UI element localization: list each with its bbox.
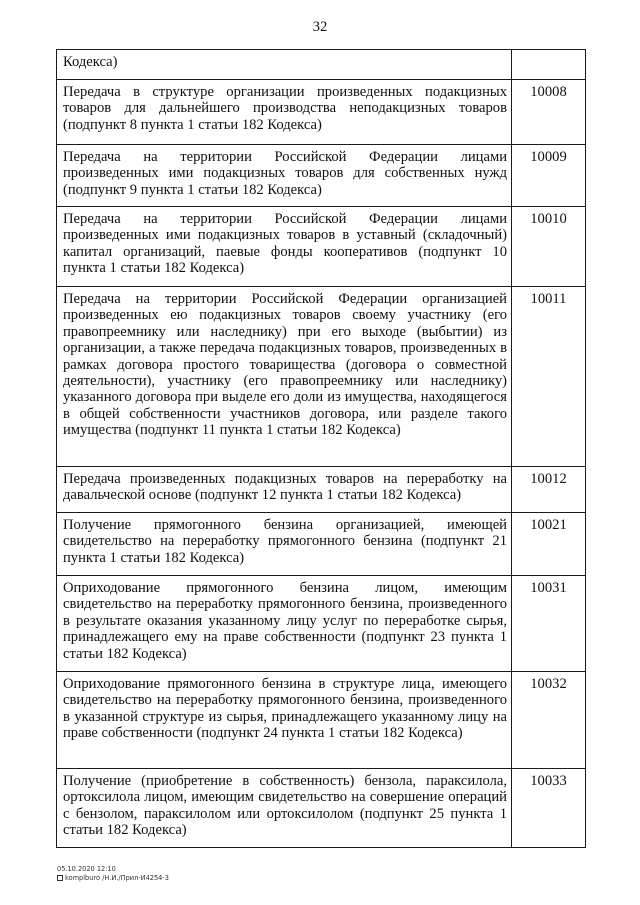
page-number: 32	[312, 19, 328, 35]
table-row	[57, 207, 586, 287]
operations-table	[56, 49, 586, 848]
operation-description: Оприходование прямогонного бензина в структуре лица, имеющего свидетельство на переработку прямогонного бензина, произведенного в указанной структуре из сырья, принадлежащего указанному лицу на праве собственности (подпункт 24 пункта 1 статьи 182 Кодекса)	[57, 672, 512, 769]
operation-description: Оприходование прямогонного бензина лицом, имеющим свидетельство на переработку прямогонного бензина, произведенного в результате оказания указанному лицу услуг по переработке сырья, принадлежащего ему на праве собственности (подпункт 23 пункта 1 статьи 182 Кодекса)	[57, 576, 512, 672]
operation-code: 10010	[512, 207, 586, 287]
operation-description: Передача произведенных подакцизных товаров на переработку на давальческой основе (подпункт 12 пункта 1 статьи 182 Кодекса)	[57, 467, 512, 513]
operation-code: 10008	[512, 80, 586, 145]
document-icon	[57, 875, 63, 881]
operation-code: 10012	[512, 467, 586, 513]
operation-code	[512, 50, 586, 80]
table-row	[57, 769, 586, 848]
table-row	[57, 513, 586, 576]
table-row	[57, 145, 586, 207]
table-row	[57, 287, 586, 467]
table-row	[57, 80, 586, 145]
document-footer	[57, 865, 169, 883]
operation-description: Передача на территории Российской Федерации лицами произведенных ими подакцизных товаров в уставный (складочный) капитал организаций, паевые фонды кооперативов (подпункт 10 пункта 1 статьи 182 Кодекса)	[57, 207, 512, 287]
operation-description: Получение (приобретение в собственность) бензола, параксилола, ортоксилола лицом, имеющим свидетельство на совершение операций с бензолом, параксилолом или ортоксилолом (подпункт 25 пункта 1 статьи 182 Кодекса)	[57, 769, 512, 848]
footer-file-line	[57, 874, 169, 883]
operation-code: 10032	[512, 672, 586, 769]
table-row	[57, 467, 586, 513]
operation-code: 10033	[512, 769, 586, 848]
operation-description: Получение прямогонного бензина организацией, имеющей свидетельство на переработку прямогонного бензина (подпункт 21 пункта 1 статьи 182 Кодекса)	[57, 513, 512, 576]
operation-description: Передача на территории Российской Федерации лицами произведенных ими подакцизных товаров для собственных нужд (подпункт 9 пункта 1 статьи 182 Кодекса)	[57, 145, 512, 207]
operation-description: Кодекса)	[57, 50, 512, 80]
table-row	[57, 576, 586, 672]
footer-date: 05.10.2020 12:10	[57, 865, 116, 873]
operation-code: 10021	[512, 513, 586, 576]
operation-description: Передача в структуре организации произведенных подакцизных товаров для дальнейшего производства неподакцизных товаров (подпункт 8 пункта 1 статьи 182 Кодекса)	[57, 80, 512, 145]
table-row	[57, 50, 586, 80]
table-row	[57, 672, 586, 769]
operation-code: 10031	[512, 576, 586, 672]
operation-description: Передача на территории Российской Федерации организацией произведенных ею подакцизных товаров своему участнику (его правопреемнику или наследнику) при его выходе (выбытии) из организации, а также передача подакцизных товаров, произведенных в рамках договора простого товарищества (договора о совместной деятельности), участнику (его правопреемнику или наследнику) указанного договора при выделе его доли из имущества, находящегося в общей собственности участников договора, или разделе такого имущества (подпункт 11 пункта 1 статьи 182 Кодекса)	[57, 287, 512, 467]
operation-code: 10009	[512, 145, 586, 207]
operation-code: 10011	[512, 287, 586, 467]
footer-file-path: komplburo /Н.И./Прил-И4254-3	[65, 874, 169, 882]
